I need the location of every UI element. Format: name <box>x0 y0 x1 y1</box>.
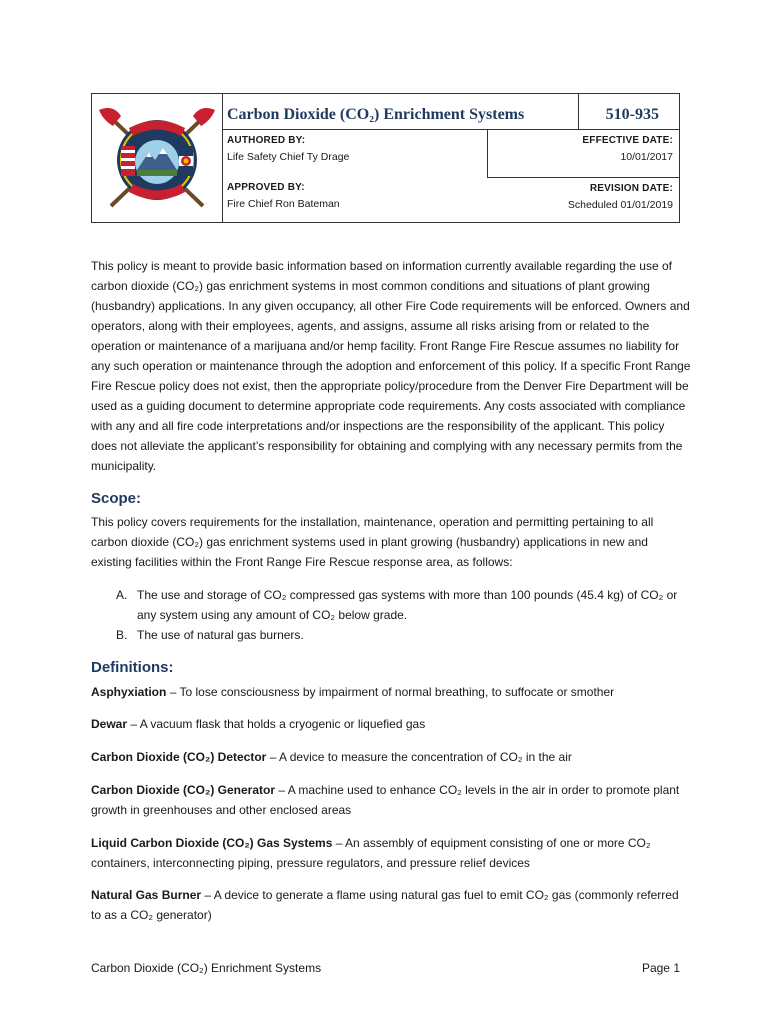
definition-item <box>91 714 686 734</box>
document-title: Carbon Dioxide (CO₂) Enrichment Systems <box>227 106 525 123</box>
list-item-text: The use and storage of CO₂ compressed gas systems with more than 100 pounds (45.4 kg) of CO₂ or any system using any amount of CO₂ below grade. <box>137 588 678 622</box>
policy-number-cell <box>578 94 679 130</box>
authored-by-value: Life Safety Chief Ty Drage <box>227 151 350 163</box>
definition-text: – A device to measure the concentration of CO₂ in the air <box>266 750 572 764</box>
definition-item <box>91 682 686 702</box>
scope-list-item <box>116 625 687 645</box>
authors-cell <box>223 130 487 222</box>
scope-paragraph: This policy covers requirements for the installation, maintenance, operation and permitting pertaining to all carbon dioxide (CO₂) gas enrichment systems used in plant growing (husbandry) applications in new and existing facilities within the Front Range Fire Rescue response area, as follows: <box>91 515 654 569</box>
list-marker: B. <box>116 628 128 642</box>
definition-term: Carbon Dioxide (CO₂) Generator <box>91 783 276 797</box>
definition-item <box>91 780 686 820</box>
definition-term: Asphyxiation <box>91 685 167 699</box>
approved-by-value: Fire Chief Ron Bateman <box>227 198 340 210</box>
revision-date-label: REVISION DATE: <box>589 183 673 194</box>
list-item-text: The use of natural gas burners. <box>137 628 304 642</box>
definition-text: – A vacuum flask that holds a cryogenic or liquefied gas <box>127 717 426 731</box>
header-table <box>91 93 680 223</box>
effective-date-label: EFFECTIVE DATE: <box>582 135 673 146</box>
effective-date-value: 10/01/2017 <box>620 151 673 163</box>
definition-text: – A machine used to enhance CO₂ levels in the air in order to promote plant growth in greenhouses and other enclosed areas <box>91 783 680 817</box>
definition-item <box>91 747 686 767</box>
definition-text: – An assembly of equipment consisting of one or more CO₂ containers, interconnecting piping, pressure regulators, and pressure relief devices <box>91 836 651 870</box>
definition-term: Carbon Dioxide (CO₂) Detector <box>91 750 267 764</box>
approved-by-label: APPROVED BY: <box>227 182 305 193</box>
definition-item <box>91 833 686 873</box>
intro-paragraph: This policy is meant to provide basic information based on information currently available regarding the use of carbon dioxide (CO₂) gas enrichment systems in most common conditions and situations of plant growing (husbandry) applications. In any given occupancy, all other Fire Code requirements will be enforced. Owners and operators, along with their employees, agents, and assigns, assume all risks arising from or related to the operation or maintenance of a marijuana and/or hemp facility. Front Range Fire Rescue assumes no liability for any such operation or maintenance through the adoption and enforcement of this policy. If a specific Front Range Fire Rescue policy does not exist, then the appropriate policy/procedure from the Denver Fire Department will be used as a guiding document to determine appropriate code requirements. Any costs associated with compliance with any and all fire code interpretations and/or inspections are the responsibility of the applicant. This policy does not alleviate the applicant’s responsibility for obtaining and complying with any necessary permits from the municipality. <box>91 259 691 473</box>
authored-by-label: AUTHORED BY: <box>227 135 306 146</box>
footer-title: Carbon Dioxide (CO₂) Enrichment Systems <box>91 961 322 975</box>
page-number: Page 1 <box>641 961 680 975</box>
definition-item <box>91 885 686 925</box>
policy-number: 510-935 <box>605 106 659 123</box>
definition-text: – To lose consciousness by impairment of normal breathing, to suffocate or smother <box>166 685 615 699</box>
effective-date-cell <box>487 130 679 178</box>
definition-term: Liquid Carbon Dioxide (CO₂) Gas Systems <box>91 836 333 850</box>
fire-rescue-logo <box>95 102 219 214</box>
definitions-heading: Definitions: <box>91 659 174 676</box>
list-marker: A. <box>116 588 128 602</box>
revision-date-value: Scheduled 01/01/2019 <box>567 199 673 211</box>
scope-heading: Scope: <box>91 490 142 507</box>
title-cell <box>223 94 578 130</box>
logo-cell <box>92 94 223 222</box>
definition-term: Dewar <box>91 717 128 731</box>
definition-term: Natural Gas Burner <box>91 888 202 902</box>
revision-date-cell <box>487 178 679 222</box>
scope-list-item <box>116 585 687 625</box>
definition-text: – A device to generate a flame using natural gas fuel to emit CO₂ gas (commonly referred to as a CO₂ generator) <box>91 888 679 922</box>
